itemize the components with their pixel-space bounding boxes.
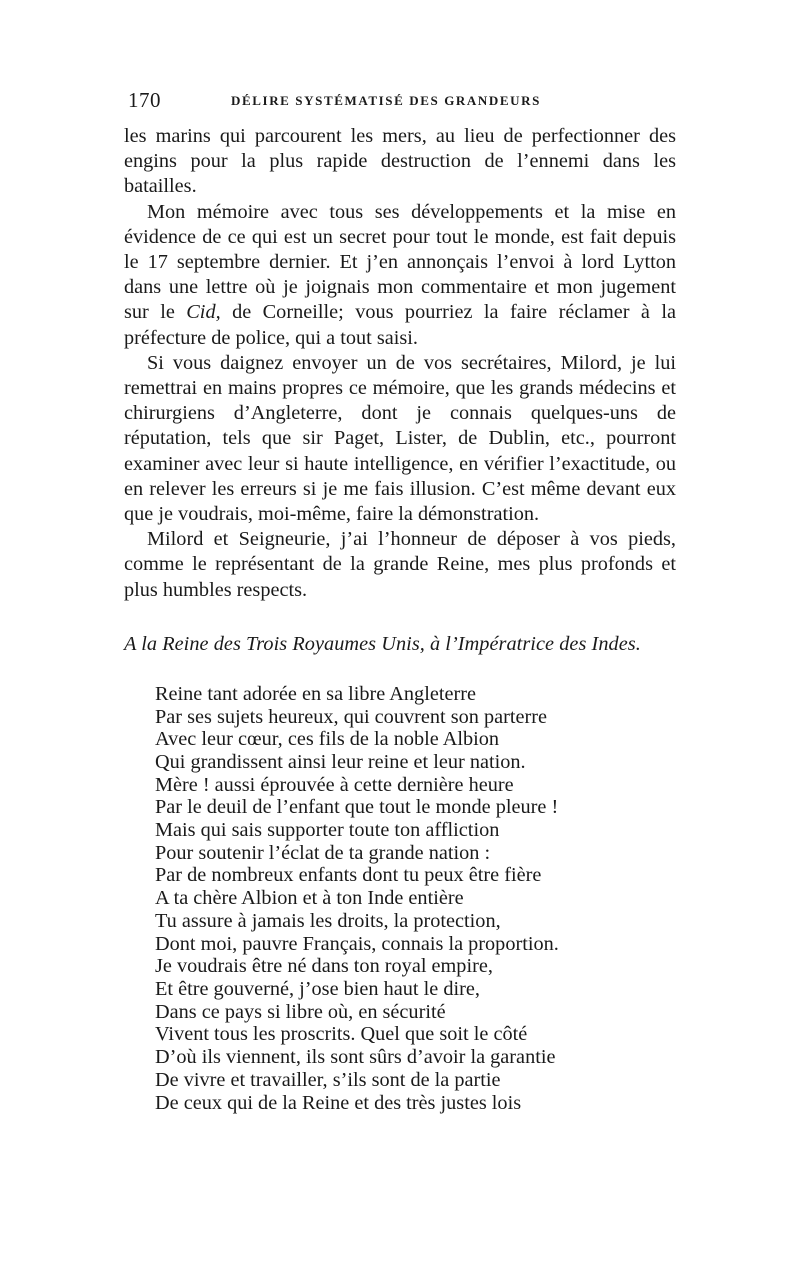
paragraph-3: Si vous daignez envoyer un de vos secrétaires, Milord, je lui remettrai en mains propres ce mémoire, que les grands médecins et chirurgiens d’Angleterre, dont je connais quelques-uns de réputation, tels que sir Paget, Lister, de Dublin, etc., pourront examiner avec leur si haute intelligence, en vérifier l’exactitude, ou en relever les erreurs si je me fais illusion. C’est même devant eux que je voudrais, moi-même, faire la démonstration. [124, 351, 676, 526]
poem-line: Pour soutenir l’éclat de ta grande nation : [155, 841, 491, 864]
body-text [124, 124, 676, 603]
running-head [124, 88, 676, 118]
paragraph-2 [124, 200, 676, 351]
dedication-heading: A la Reine des Trois Royaumes Unis, à l’Impératrice des Indes. [124, 632, 641, 655]
paragraph-1: les marins qui parcourent les mers, au lieu de perfectionner des engins pour la plus rapide destruction de l’ennemi dans les batailles. [124, 125, 676, 198]
running-title: DÉLIRE SYSTÉMATISÉ DES GRANDEURS [231, 93, 541, 108]
poem-line: Qui grandissent ainsi leur reine et leur nation. [155, 750, 526, 773]
poem-line: A ta chère Albion et à ton Inde entière [155, 887, 464, 910]
poem-line: Je voudrais être né dans ton royal empire, [155, 955, 493, 978]
poem-line: Dans ce pays si libre où, en sécurité [155, 1000, 446, 1023]
poem-line: De ceux qui de la Reine et des très justes lois [155, 1091, 522, 1114]
poem-line: Reine tant adorée en sa libre Angleterre [155, 682, 476, 705]
page-number: 170 [128, 88, 161, 112]
poem-line: Et être gouverné, j’ose bien haut le dire, [155, 978, 480, 1000]
poem-line: Mais qui sais supporter toute ton affliction [155, 819, 500, 842]
book-page [124, 88, 676, 1114]
poem-line: Avec leur cœur, ces fils de la noble Albion [155, 728, 500, 751]
poem-line: Tu assure à jamais les droits, la protection, [155, 909, 501, 932]
poem-line: De vivre et travailler, s’ils sont de la partie [155, 1068, 501, 1091]
poem-line: Par le deuil de l’enfant que tout le monde pleure ! [155, 796, 559, 819]
paragraph-2-text-before: Mon mémoire avec tous ses développements et la mise en évidence de ce qui est un secret pour tout le monde, est fait depuis le 17 septembre dernier. Et j’en annonçais l’envoi à lord Lytton dans une lettre où je joignais mon commentaire et mon jugement sur le [124, 200, 676, 324]
poem-line: Vivent tous les proscrits. Quel que soit le côté [155, 1023, 528, 1046]
poem-line: D’où ils viennent, ils sont sûrs d’avoir la garantie [155, 1046, 556, 1069]
cid-title: Cid, [186, 301, 221, 324]
poem [155, 683, 676, 1114]
poem-line: Dont moi, pauvre Français, connais la proportion. [155, 932, 559, 955]
paragraph-4: Milord et Seigneurie, j’ai l’honneur de déposer à vos pieds, comme le représentant de la grande Reine, mes plus profonds et plus humbles respects. [124, 528, 676, 601]
poem-line: Par ses sujets heureux, qui couvrent son parterre [155, 705, 547, 728]
paragraph-2-text-after: de Corneille; vous pourriez la faire réclamer à la préfecture de police, qui a tout saisi. [124, 301, 676, 349]
poem-line: Mère ! aussi éprouvée à cette dernière heure [155, 773, 514, 796]
poem-line: Par de nombreux enfants dont tu peux être fière [155, 864, 542, 887]
